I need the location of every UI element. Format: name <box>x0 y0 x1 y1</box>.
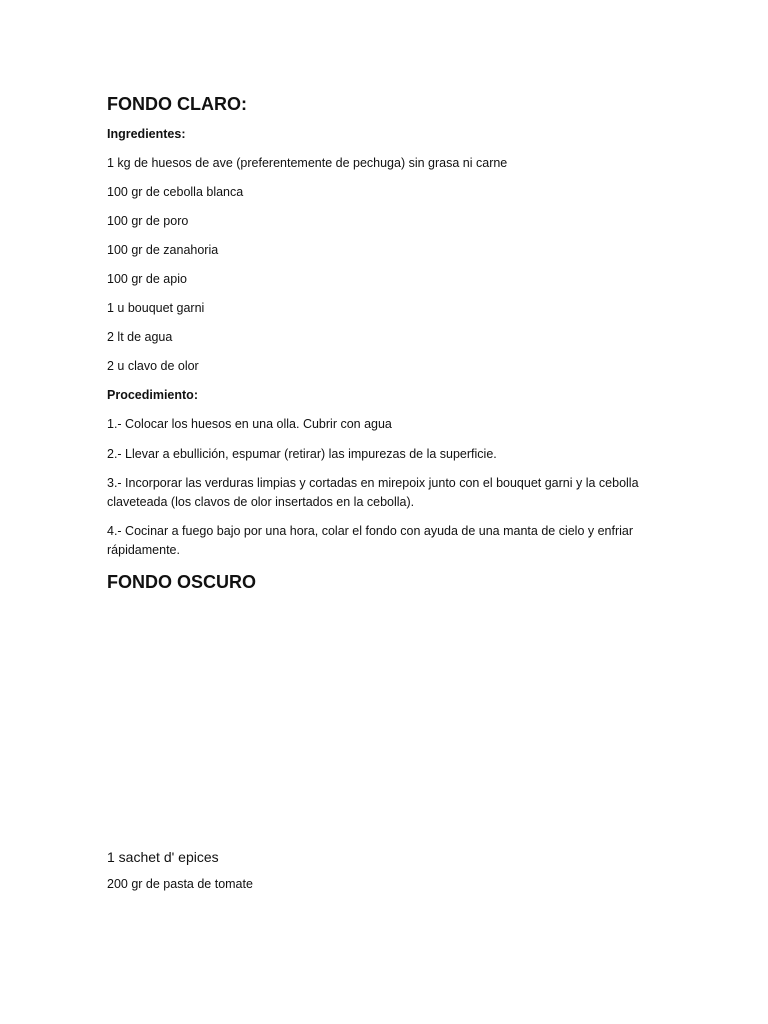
ingredient-item: 1 u bouquet garni <box>107 301 205 315</box>
section-title-fondo-oscuro: FONDO OSCURO <box>107 572 257 592</box>
procedure-label: Procedimiento: <box>107 388 198 402</box>
ingredient-item: 1 sachet d' epices <box>107 849 219 865</box>
procedure-step: 4.- Cocinar a fuego bajo por una hora, colar el fondo con ayuda de una manta de cielo y enfriar rápidamente. <box>107 524 634 557</box>
section-title-fondo-claro: FONDO CLARO: <box>107 94 247 114</box>
ingredient-item: 100 gr de cebolla blanca <box>107 185 244 199</box>
ingredient-item: 1 kg de huesos de ave (preferentemente de pechuga) sin grasa ni carne <box>107 156 508 170</box>
ingredient-item: 100 gr de zanahoria <box>107 243 219 257</box>
document-content <box>107 92 642 904</box>
procedure-step: 3.- Incorporar las verduras limpias y cortadas en mirepoix junto con el bouquet garni y la cebolla claveteada (los clavos de olor insertados en la cebolla). <box>107 476 639 509</box>
procedure-step: 1.- Colocar los huesos en una olla. Cubrir con agua <box>107 417 392 431</box>
ingredients-label: Ingredientes: <box>107 127 186 141</box>
procedure-step: 2.- Llevar a ebullición, espumar (retirar) las impurezas de la superficie. <box>107 446 497 461</box>
ingredient-item: 2 u clavo de olor <box>107 359 199 373</box>
ingredient-item: 100 gr de poro <box>107 214 189 228</box>
ingredient-item: 2 lt de agua <box>107 330 173 344</box>
blank-space <box>107 603 642 848</box>
ingredient-item: 200 gr de pasta de tomate <box>107 877 253 891</box>
ingredient-item: 100 gr de apio <box>107 272 187 286</box>
